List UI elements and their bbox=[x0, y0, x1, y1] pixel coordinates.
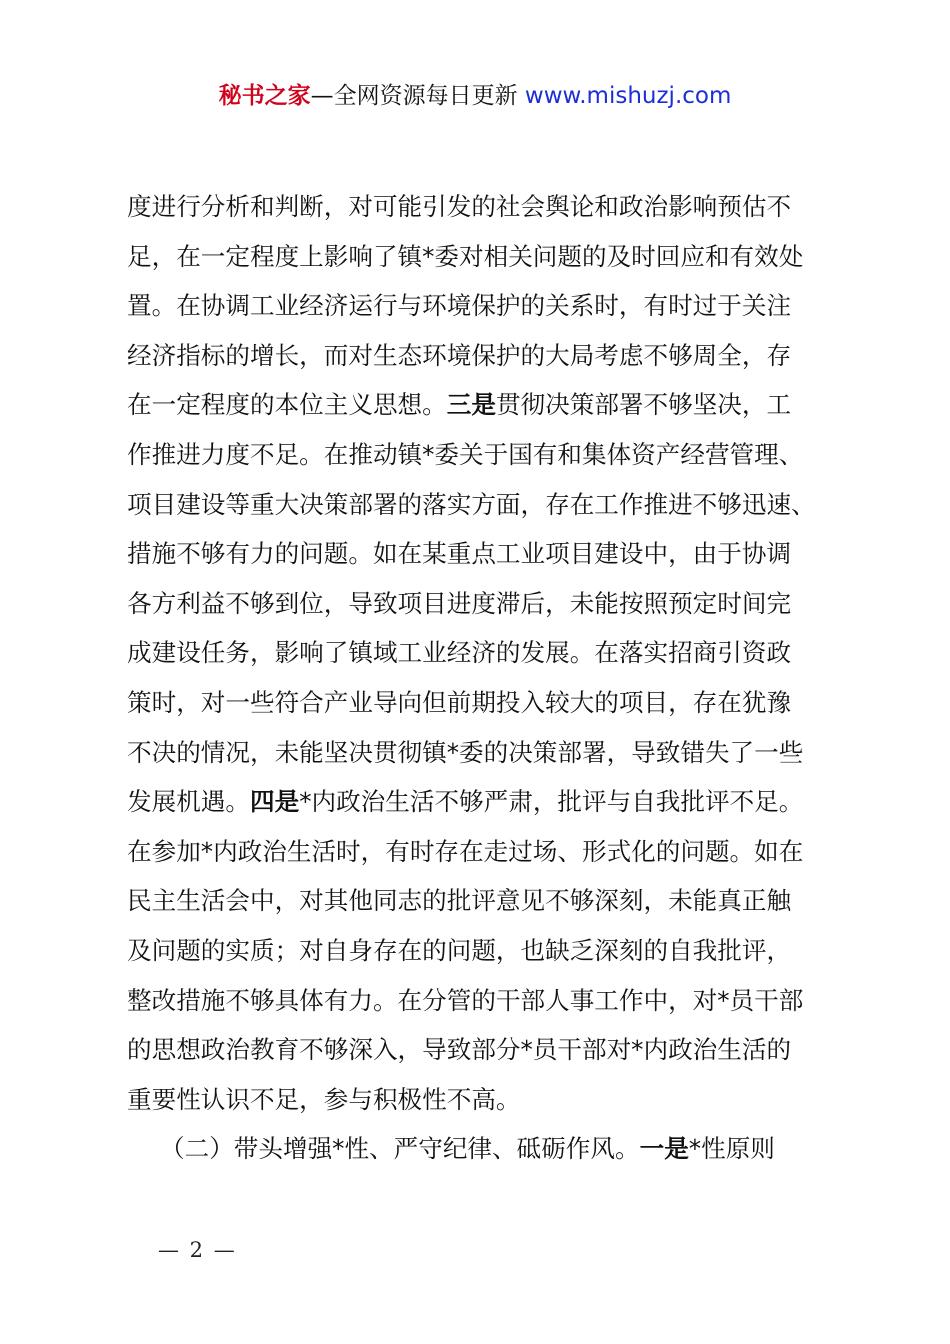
brand-name: 秘书之家 bbox=[218, 83, 311, 109]
text-line: 置。在协调工业经济运行与环境保护的关系时，有时过于关注 bbox=[127, 291, 792, 321]
text-line: 足，在一定程度上影响了镇*委对相关问题的及时回应和有效处 bbox=[127, 241, 804, 271]
text-line: 项目建设等重大决策部署的落实方面，存在工作推进不够迅速、 bbox=[127, 489, 816, 519]
text-line: 及问题的实质；对自身存在的问题，也缺乏深刻的自我批评， bbox=[127, 935, 792, 965]
text-line: 经济指标的增长，而对生态环境保护的大局考虑不够周全，存 bbox=[127, 340, 792, 370]
text-line: 作推进力度不足。在推动镇*委关于国有和集体资产经营管理、 bbox=[127, 439, 804, 469]
body-text bbox=[127, 182, 837, 1174]
text-line: 各方利益不够到位，导致项目进度滞后，未能按照预定时间完 bbox=[127, 588, 792, 618]
point-marker: 三是 bbox=[446, 390, 496, 420]
text-line: 在一定程度的本位主义思想。三是贯彻决策部署不够坚决，工 bbox=[127, 390, 792, 420]
text-line: 发展机遇。四是*内政治生活不够严肃，批评与自我批评不足。 bbox=[127, 787, 804, 817]
header-tagline: —全网资源每日更新 bbox=[310, 83, 525, 109]
text-line: 成建设任务，影响了镇域工业经济的发展。在落实招商引资政 bbox=[127, 638, 792, 668]
site-url-link[interactable]: www.mishuzj.com bbox=[524, 83, 732, 109]
text-line: 在参加*内政治生活时，有时存在走过场、形式化的问题。如在 bbox=[127, 836, 804, 866]
site-header bbox=[0, 78, 950, 114]
text-line: 不决的情况，未能坚决贯彻镇*委的决策部署，导致错失了一些 bbox=[127, 737, 804, 767]
text-line: 民主生活会中，对其他同志的批评意见不够深刻，未能真正触 bbox=[127, 886, 792, 916]
text-line: 的思想政治教育不够深入，导致部分*员干部对*内政治生活的 bbox=[127, 1035, 792, 1065]
text-line: 度进行分析和判断，对可能引发的社会舆论和政治影响预估不 bbox=[127, 192, 792, 221]
section-heading-line: （二）带头增强*性、严守纪律、砥砺作风。一是*性原则 bbox=[160, 1134, 775, 1164]
text-line: 措施不够有力的问题。如在某重点工业项目建设中，由于协调 bbox=[127, 539, 792, 569]
point-marker: 四是 bbox=[249, 787, 300, 817]
point-marker: 一是 bbox=[639, 1134, 689, 1164]
page-number: — 2 — bbox=[158, 1238, 237, 1262]
text-line: 整改措施不够具体有力。在分管的干部人事工作中，对*员干部 bbox=[127, 985, 804, 1015]
text-line: 策时，对一些符合产业导向但前期投入较大的项目，存在犹豫 bbox=[127, 687, 792, 717]
text-line: 重要性认识不足，参与积极性不高。 bbox=[127, 1084, 521, 1114]
